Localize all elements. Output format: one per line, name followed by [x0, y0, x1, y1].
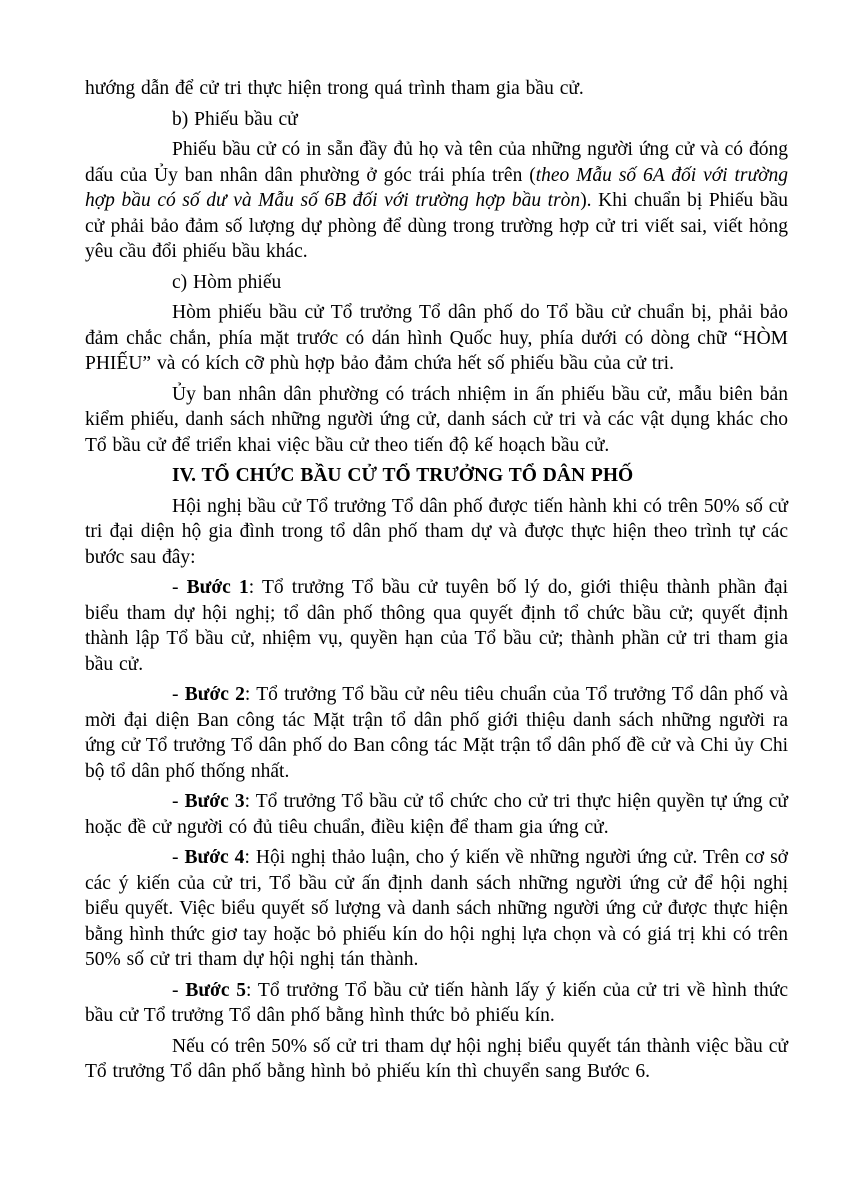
paragraph-step-3	[85, 789, 788, 840]
item-c-paragraph: Hòm phiếu bầu cử Tổ trưởng Tổ dân phố do Tổ bầu cử chuẩn bị, phải bảo đảm chắc chắn, phía mặt trước có dán hình Quốc huy, phía dưới có dòng chữ “HÒM PHIẾU” và có kích cỡ phù hợp bảo đảm chứa hết số phiếu bầu của cử tri.	[85, 302, 788, 374]
paragraph-step-4	[85, 845, 788, 973]
step-5-dash: -	[172, 979, 186, 1001]
item-b-paragraph	[85, 137, 788, 265]
paragraph-continuation: hướng dẫn để cử tri thực hiện trong quá trình tham gia bầu cử.	[85, 78, 584, 99]
step-4-text: : Hội nghị thảo luận, cho ý kiến về những người ứng cử. Trên cơ sở các ý kiến của cử tri, Tổ bầu cử ấn định danh sách những người ứng cử để hội nghị biểu quyết. Việc biểu quyết số lượng và danh sách những người ứng cử được thực hiện bằng hình thức giơ tay hoặc bỏ phiếu kín do hội nghị lựa chọn và có giá trị khi có trên 50% số cử tri tham dự hội nghị tán thành.	[85, 847, 788, 970]
paragraph-step-2	[85, 682, 788, 784]
meeting-paragraph: Hội nghị bầu cử Tổ trưởng Tổ dân phố được tiến hành khi có trên 50% số cử tri đại diện hộ gia đình trong tổ dân phố tham dự và được thực hiện theo trình tự các bước sau đây:	[85, 495, 788, 568]
text-column	[85, 76, 788, 1090]
item-b-heading: b) Phiếu bầu cử	[172, 108, 298, 130]
step-1-dash: -	[172, 577, 187, 598]
item-b-text-italic: theo Mẫu số 6A đối với trường hợp bầu có số dư và Mẫu số 6B đối với trường hợp bầu tròn	[85, 164, 788, 211]
step-1-text: : Tổ trưởng Tổ bầu cử tuyên bố lý do, giới thiệu thành phần đại biểu tham dự hội nghị; tổ dân phố thông qua quyết định tổ chức bầu cử; quyết định thành lập Tổ bầu cử, nhiệm vụ, quyền hạn của Tổ bầu cử; thành phần cử tri tham gia bầu cử.	[85, 577, 788, 675]
paragraph-step-5	[85, 978, 788, 1029]
step-2-label: Bước 2	[184, 684, 245, 705]
step-5-label: Bước 5	[185, 979, 247, 1001]
step-3-dash: -	[172, 791, 185, 812]
item-b-text-before: Phiếu bầu cử có in sẵn đầy đủ họ và tên của những người ứng cử và có đóng dấu của Ủy ban nhân dân phường ở góc trái phía trên (	[85, 139, 788, 186]
step-4-label: Bước 4	[184, 847, 245, 868]
step-4-dash: -	[172, 847, 185, 868]
item-b-text-after: ). Khi chuẩn bị Phiếu bầu cử phải bảo đảm số lượng dự phòng để dùng trong trường hợp cử tri viết sai, viết hỏng yêu cầu đổi phiếu bầu khác.	[85, 190, 789, 262]
step-2-dash: -	[172, 684, 185, 705]
step-3-label: Bước 3	[184, 791, 245, 812]
step-2-text: : Tổ trưởng Tổ bầu cử nêu tiêu chuẩn của Tổ trưởng Tổ dân phố và mời đại diện Ban công tác Mặt trận tổ dân phố giới thiệu danh sách những người ra ứng cử Tổ trưởng Tổ dân phố do Ban công tác Mặt trận tổ dân phố đề cử và Chi ủy Chi bộ tổ dân phố thống nhất.	[85, 684, 788, 782]
section-iv-heading: IV. TỔ CHỨC BẦU CỬ TỔ TRƯỞNG TỔ DÂN PHỐ	[172, 465, 634, 486]
step-3-text: : Tổ trưởng Tổ bầu cử tổ chức cho cử tri thực hiện quyền tự ứng cử hoặc đề cử người có đủ tiêu chuẩn, điều kiện để tham gia ứng cử.	[85, 791, 788, 838]
step-5-text: : Tổ trưởng Tổ bầu cử tiến hành lấy ý kiến của cử tri về hình thức bầu cử Tổ trưởng Tổ dân phố bằng hình thức bỏ phiếu kín.	[85, 979, 788, 1026]
item-c-heading: c) Hòm phiếu	[172, 271, 282, 293]
step-1-label: Bước 1	[186, 577, 249, 598]
closing-paragraph: Nếu có trên 50% số cử tri tham dự hội nghị biểu quyết tán thành việc bầu cử Tổ trưởng Tổ dân phố bằng hình bỏ phiếu kín thì chuyển sang Bước 6.	[85, 1035, 788, 1082]
paragraph-step-1	[85, 575, 788, 677]
ubnd-paragraph: Ủy ban nhân dân phường có trách nhiệm in ấn phiếu bầu cử, mẫu biên bản kiểm phiếu, danh sách những người ứng cử, danh sách cử tri và các vật dụng khác cho Tổ bầu cử để triển khai việc bầu cử theo tiến độ kế hoạch bầu cử.	[85, 383, 788, 456]
